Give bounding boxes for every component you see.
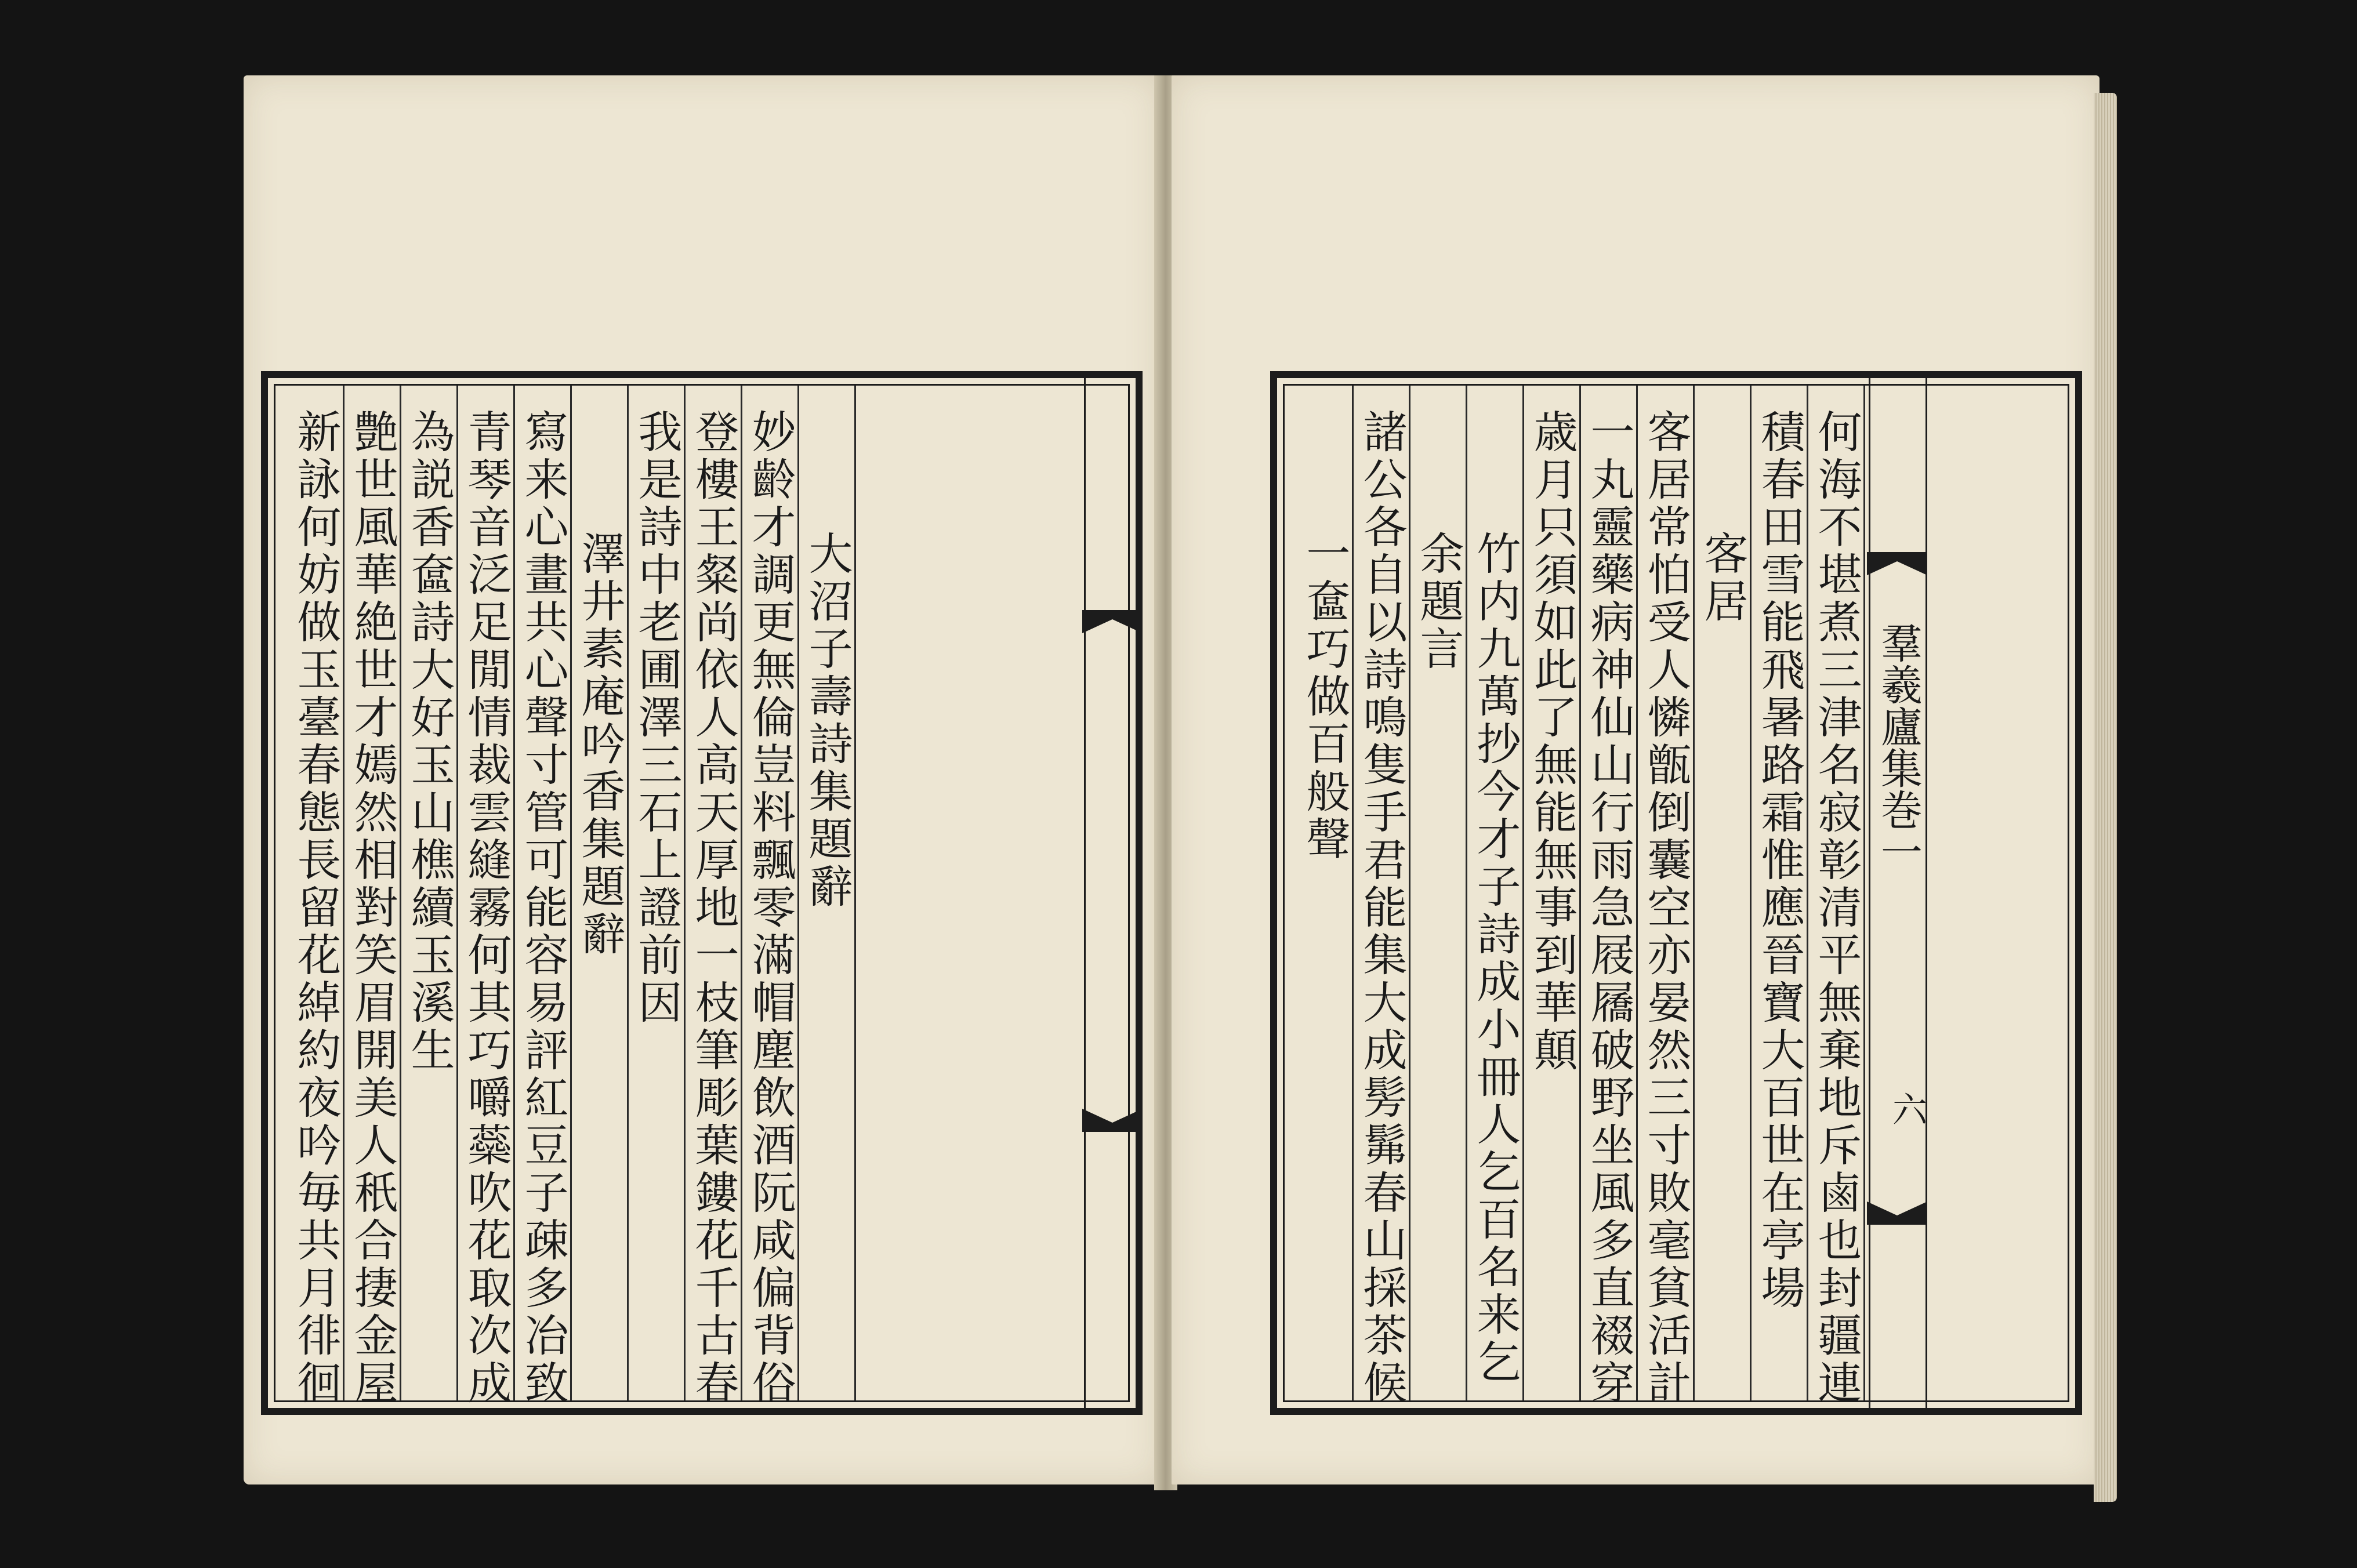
page-edges — [2094, 93, 2117, 1502]
right-page — [1172, 75, 2099, 1484]
left-page — [244, 75, 1160, 1484]
right-page-frame — [1270, 371, 2082, 1415]
right-column-1: 何海不堪煮三津名寂彰清平無棄地斥鹵也封疆連 — [1811, 409, 1862, 1407]
right-banxin — [1869, 378, 1927, 1408]
right-column-8: 余題言 — [1413, 531, 1464, 673]
left-column-2: 艶世風華絶世才嫣然相對笑眉開美人秖合捿金屋 — [347, 409, 398, 1407]
right-column-7: 竹内九萬抄今才子詩成小冊人乞百名来乞 — [1470, 531, 1521, 1386]
right-column-4: 客居常怕受人憐甑倒囊空亦晏然三寸敗毫貧活計 — [1640, 409, 1692, 1407]
left-column-3: 為説香奩詩大好玉山樵續玉溪生 — [404, 409, 455, 1075]
left-column-8: 登樓王粲尚依人高天厚地一枝筆彫葉鏤花千古春 — [688, 409, 739, 1407]
left-heading-sawai: 澤井素庵吟香集題辭 — [574, 531, 626, 959]
page-number: 六 — [1887, 1091, 1927, 1126]
right-column-10: 一奩巧做百般聲 — [1299, 531, 1351, 863]
right-column-5: 一丸靈藥病神仙山行雨急屐屩破野坐風多直裰穿 — [1583, 409, 1635, 1407]
right-heading-kakyo: 客居 — [1697, 531, 1749, 626]
right-column-9: 諸公各自以詩鳴隻手君能集大成髣髴春山採茶候 — [1356, 409, 1408, 1407]
banxin-title: 羣羲廬集巻一 — [1874, 622, 1923, 872]
right-column-6: 歳月只須如此了無能無事到華顛 — [1526, 409, 1578, 1075]
right-column-2: 積春田雪能飛暑路霜惟應晉寶大百世在亭場 — [1754, 409, 1805, 1312]
left-column-1: 新詠何妨做玉臺春態長留花綽約夜吟毎共月徘徊 — [290, 409, 342, 1407]
left-column-4: 青琴音泛足閒情裁雲縫霧何其巧嚼蘂吹花取次成 — [460, 409, 512, 1407]
left-column-9: 妙齡才調更無倫豈料飄零滿帽塵飲酒阮咸偏背俗 — [745, 409, 796, 1407]
left-column-5: 寫来心畫共心聲寸管可能容易評紅豆子疎多冶致 — [517, 409, 569, 1407]
open-book — [244, 75, 2099, 1502]
left-heading-onuma: 大沼子壽詩集題辭 — [802, 531, 853, 911]
left-column-7: 我是詩中老圃澤三石上證前因 — [631, 409, 683, 1027]
left-banxin — [1084, 378, 1143, 1408]
left-page-frame — [261, 371, 1143, 1415]
